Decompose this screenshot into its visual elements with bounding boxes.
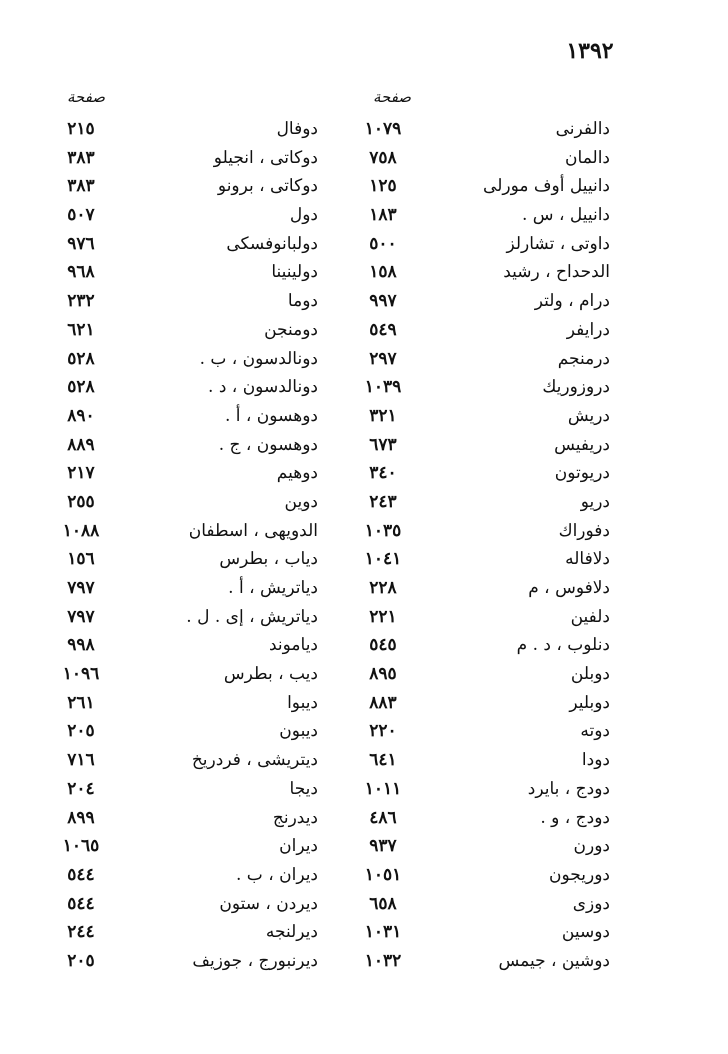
index-row [0,631,728,660]
index-entry-page: ١٥٨ [369,262,397,283]
index-entry-name: دوكاتى ، برونو [217,176,318,197]
index-entry-page: ٢٢١ [369,606,397,627]
index-entry-page: ١٠٤١ [364,549,402,570]
index-row [0,144,728,173]
index-entry-page: ٣٨٣ [67,176,95,197]
index-entry-name: ديدرنج [272,807,318,828]
index-row [0,574,728,603]
index-row [0,717,728,746]
index-row [0,545,728,574]
index-entry-page: ١٠٣١ [364,922,402,943]
index-entry-name: دياتريش ، إى . ل . [186,606,318,627]
index-entry-name: دوته [580,721,610,742]
index-entry-name: دودا [581,750,610,771]
index-entry-name: دوبلير [569,692,610,713]
index-row [0,947,728,976]
index-entry-name: دول [289,205,318,226]
index-entry-page: ٨٨٩ [67,434,95,455]
index-entry-name: دوبلن [570,664,610,685]
index-entry-page: ١٠١١ [364,778,402,799]
index-entry-name: ديبون [279,721,318,742]
index-entry-name: ديب ، بطرس [223,664,318,685]
index-entry-page: ٥٢٨ [67,377,95,398]
index-row [0,230,728,259]
index-entry-name: دوين [284,491,318,512]
index-row [0,861,728,890]
index-entry-name: دلافاله [565,549,610,570]
index-entry-name: دالمان [565,147,610,168]
index-entry-page: ٩٧٦ [67,233,95,254]
index-row [0,172,728,201]
index-entry-page: ٢١٥ [67,119,95,139]
index-entry-name: دورن [573,836,610,857]
index-entry-page: ٥٤٥ [369,635,397,656]
index-entry-page: ٧٩٧ [67,606,95,627]
index-entry-page: ٢٠٤ [67,778,95,799]
index-entry-page: ٢٠٥ [67,950,95,971]
index-entry-page: ١٠٦٥ [62,836,100,857]
index-table [0,115,728,976]
index-entry-name: دوسين [561,922,610,943]
index-entry-name: درام ، ولتر [534,291,610,312]
index-entry-name: دانييل أوف مورلى [483,176,610,197]
index-entry-name: دولينينا [271,262,318,283]
index-entry-name: دريوتون [554,463,610,484]
index-row [0,746,728,775]
index-entry-name: ديرنبورج ، جوزيف [192,950,318,971]
index-entry-name: الدحداح ، رشيد [503,262,610,283]
index-row [0,488,728,517]
index-entry-page: ١٢٥ [369,176,397,197]
index-entry-page: ٨٩٩ [67,807,95,828]
index-entry-name: دولبانوفسكى [226,233,318,254]
index-entry-name: داوتى ، تشارلز [506,233,610,254]
index-entry-page: ١٠٩٦ [62,664,100,685]
index-entry-page: ٦٤١ [369,750,397,771]
index-entry-page: ٦٧٣ [369,434,397,455]
index-entry-page: ٦٢١ [67,319,95,340]
index-entry-name: دوريجون [549,864,610,885]
index-entry-page: ٥٠٧ [67,205,95,226]
index-row [0,603,728,632]
index-entry-name: درمنجم [557,348,610,369]
index-entry-name: دوشين ، جيمس [498,950,610,971]
index-entry-page: ٣٢١ [369,405,397,426]
index-entry-name: دياموند [268,635,318,656]
index-entry-page: ٩٩٨ [67,635,95,656]
index-entry-name: دياتريش ، أ . [228,578,318,598]
index-entry-name: دوهسون ، أ . [224,405,318,426]
index-row [0,918,728,947]
index-entry-page: ٩٩٧ [369,291,397,312]
index-entry-name: الدويهى ، اسطفان [188,520,318,541]
index-entry-name: ديتريشى ، فردريخ [191,750,318,771]
index-entry-name: دنلوب ، د . م [516,635,610,656]
index-entry-name: دوما [287,291,318,312]
index-entry-name: دلافوس ، م [528,578,610,598]
index-entry-page: ٨٩٠ [67,405,95,426]
index-entry-name: دودج ، و . [540,807,610,828]
index-entry-page: ٢٢٠ [369,721,397,742]
index-entry-page: ٩٣٧ [369,836,397,857]
index-entry-page: ١٨٣ [369,205,397,226]
index-entry-page: ١٠٧٩ [364,119,402,139]
index-entry-page: ١٠٨٨ [62,520,100,541]
index-row [0,201,728,230]
index-entry-name: دريش [567,405,610,426]
index-entry-page: ٥٢٨ [67,348,95,369]
index-entry-name: ديرلنجه [265,922,318,943]
index-entry-page: ١٠٥١ [364,864,402,885]
index-row [0,804,728,833]
index-entry-name: دوكاتى ، انجيلو [213,147,318,168]
index-entry-page: ٢٤٤ [67,922,95,943]
page-number: ١٣٩٢ [566,38,614,64]
index-row [0,345,728,374]
index-entry-name: دوهسون ، ج . [218,434,318,455]
index-entry-page: ٥٤٤ [67,864,95,885]
index-entry-page: ٦٥٨ [369,893,397,914]
index-entry-name: دالفرنى [555,119,610,139]
index-entry-name: دفوراك [558,520,610,541]
index-entry-name: دوهيم [276,463,318,484]
index-entry-name: دومنجن [264,319,318,340]
index-entry-page: ٨٩٥ [369,664,397,685]
index-entry-name: دريو [580,491,610,512]
index-entry-name: درايفر [566,319,610,340]
index-entry-page: ٥٠٠ [369,233,397,254]
index-entry-page: ١٠٣٢ [364,950,402,971]
index-entry-page: ٥٤٩ [369,319,397,340]
index-entry-page: ٢٩٧ [369,348,397,369]
index-entry-name: ديبوا [287,692,318,713]
index-entry-name: دروزوريك [542,377,610,398]
index-row [0,431,728,460]
index-row [0,689,728,718]
index-entry-page: ٧٩٧ [67,578,95,598]
index-entry-name: ديجا [289,778,318,799]
index-entry-page: ٢٥٥ [67,491,95,512]
index-row [0,832,728,861]
index-entry-page: ٢٠٥ [67,721,95,742]
index-row [0,287,728,316]
index-row [0,517,728,546]
index-entry-page: ١٠٣٥ [364,520,402,541]
index-row [0,459,728,488]
index-entry-name: دودج ، بايرد [527,778,610,799]
index-entry-name: ديردن ، ستون [219,893,318,914]
index-entry-name: دريفيس [554,434,610,455]
index-row [0,775,728,804]
index-entry-page: ١٠٣٩ [364,377,402,398]
index-entry-name: ديران [279,836,318,857]
index-entry-name: دلفين [570,606,610,627]
index-entry-page: ٢٢٨ [369,578,397,598]
index-entry-page: ٢١٧ [67,463,95,484]
index-entry-page: ٩٦٨ [67,262,95,283]
index-entry-name: دانييل ، س . [521,205,610,226]
index-entry-page: ٧١٦ [67,750,95,771]
index-entry-name: دوفال [276,119,318,139]
index-entry-page: ٧٥٨ [369,147,397,168]
index-entry-name: ديران ، ب . [236,864,318,885]
index-row [0,115,728,144]
index-row [0,373,728,402]
index-entry-page: ٥٤٤ [67,893,95,914]
index-entry-page: ٣٨٣ [67,147,95,168]
index-entry-page: ٢٣٢ [67,291,95,312]
page-column-header-left: صفحة [66,88,106,106]
index-entry-page: ١٥٦ [67,549,95,570]
index-row [0,660,728,689]
index-row [0,402,728,431]
index-entry-name: دونالدسون ، ب . [199,348,318,369]
index-row [0,258,728,287]
index-entry-page: ٣٤٠ [369,463,397,484]
page-column-header-right: صفحة [372,88,412,106]
index-entry-page: ٨٨٣ [369,692,397,713]
index-entry-name: دوزى [572,893,610,914]
index-entry-page: ٢٦١ [67,692,95,713]
index-row [0,890,728,919]
index-entry-name: دونالدسون ، د . [208,377,318,398]
index-entry-page: ٤٨٦ [369,807,397,828]
index-entry-page: ٢٤٣ [369,491,397,512]
index-entry-name: دياب ، بطرس [219,549,318,570]
index-row [0,316,728,345]
